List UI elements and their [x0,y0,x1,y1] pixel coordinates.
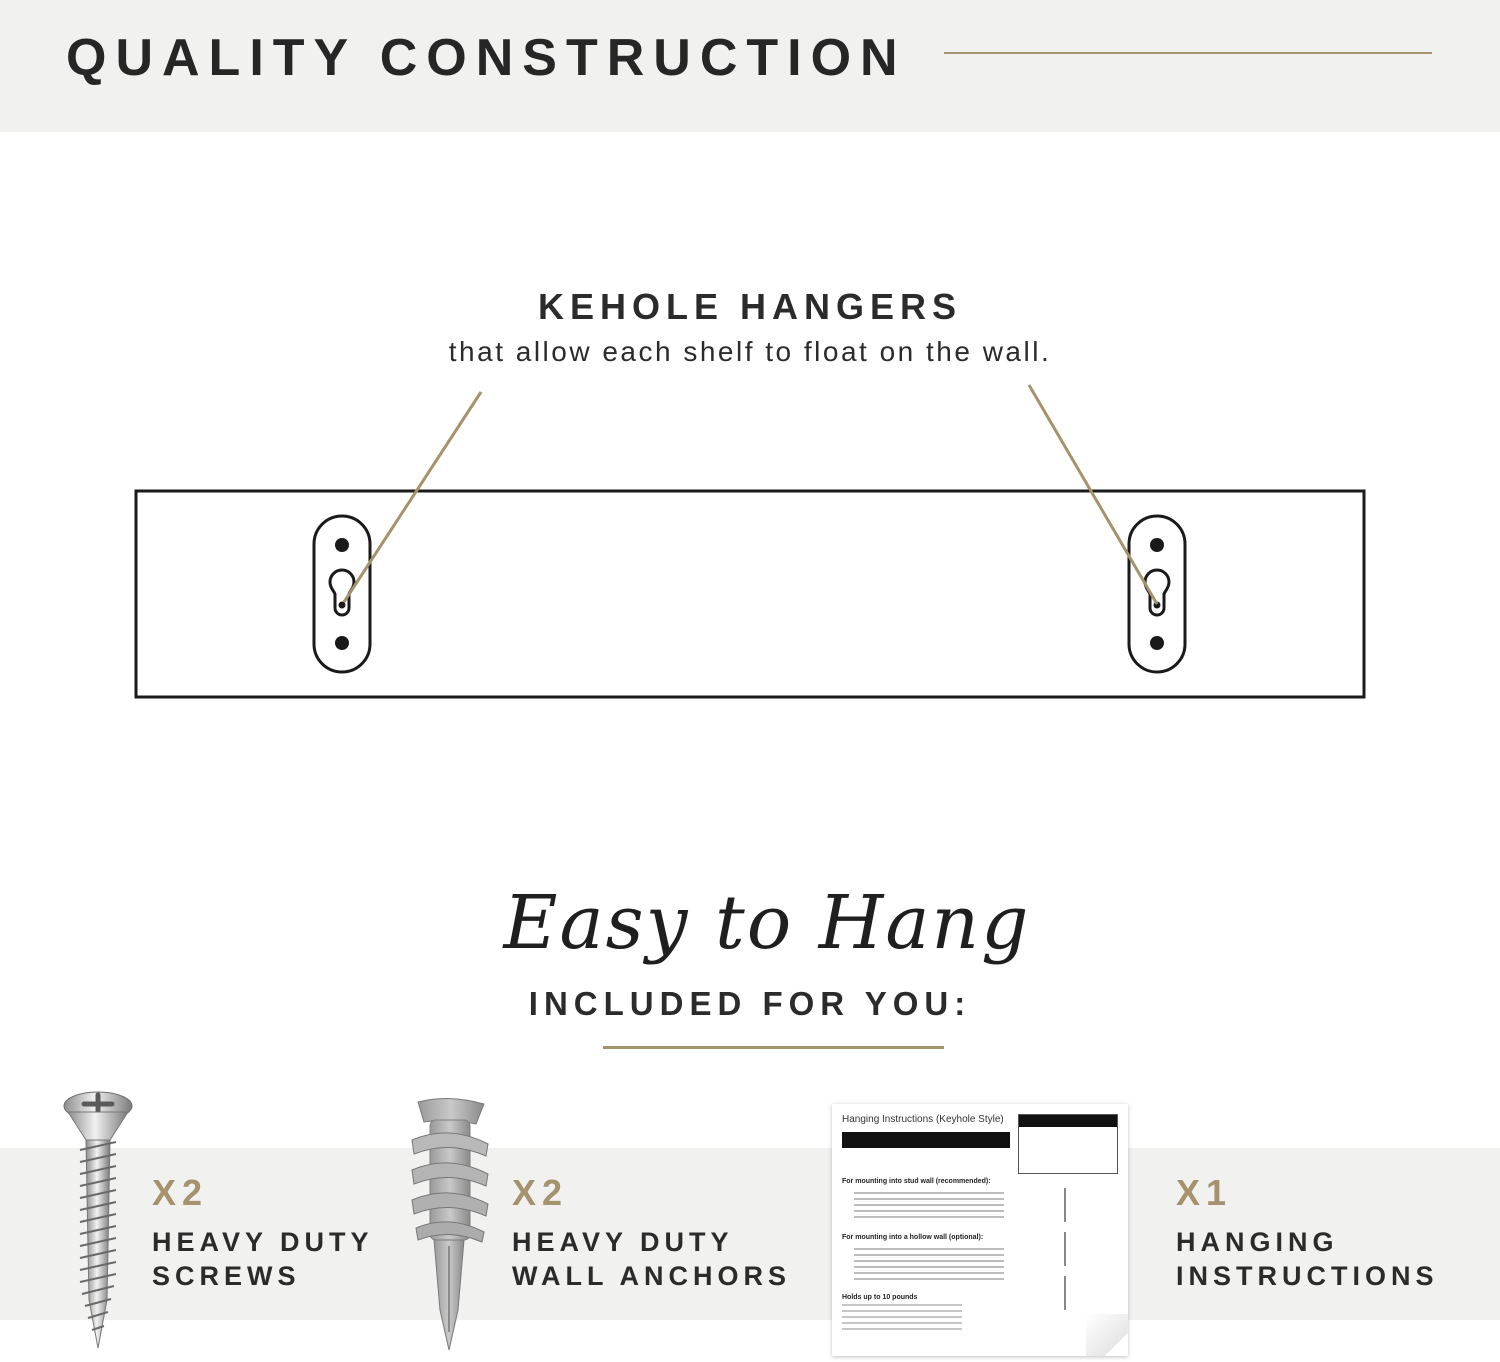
sheet-stud-heading: For mounting into stud wall (recommended): [842,1178,991,1185]
keyhole-hanger-icon [1129,516,1185,672]
instructions-label-line2: INSTRUCTIONS [1176,1261,1439,1291]
instructions-label-line1: HANGING [1176,1227,1339,1257]
screws-label-line1: HEAVY DUTY [152,1227,374,1257]
script-title [0,860,1500,980]
header-accent-line [944,52,1432,54]
sheet-page-curl [1086,1314,1128,1356]
keyhole-hanger-icon [314,516,370,672]
screw-icon [58,1090,138,1352]
included-title: INCLUDED FOR YOU: [528,985,972,1022]
sheet-hollow-heading: For mounting into a hollow wall (optional): [842,1234,984,1241]
wall-anchor-icon [404,1096,494,1354]
sheet-stud-text [854,1192,1004,1222]
shelf-diagram [0,380,1500,710]
hangers-title: KEHOLE HANGERS [537,286,963,327]
instruction-sheet-icon [832,1104,1128,1356]
anchors-label-line1: HEAVY DUTY [512,1227,734,1257]
sheet-title: Hanging Instructions (Keyhole Style) [842,1114,1004,1125]
screws-label-line2: SCREWS [152,1261,301,1291]
sheet-figure-1 [1064,1188,1094,1222]
screws-quantity: X2 [152,1172,209,1213]
sheet-tools-box [1018,1114,1118,1174]
anchors-label-line2: WALL ANCHORS [512,1261,791,1291]
instructions-quantity: X1 [1176,1172,1233,1213]
sheet-holds: Holds up to 10 pounds [842,1294,918,1301]
sheet-figure-3 [1064,1276,1094,1310]
sheet-warning-bar [842,1132,1010,1148]
sheet-figure-2 [1064,1232,1094,1266]
included-accent-line [603,1046,944,1049]
hangers-subtitle: that allow each shelf to float on the wall. [448,336,1052,367]
sheet-footer-text [842,1304,962,1334]
sheet-hollow-text [854,1248,1004,1284]
anchors-quantity: X2 [512,1172,569,1213]
script-title-text: Easy to Hang [503,880,1031,966]
page-title: QUALITY CONSTRUCTION [66,29,907,87]
